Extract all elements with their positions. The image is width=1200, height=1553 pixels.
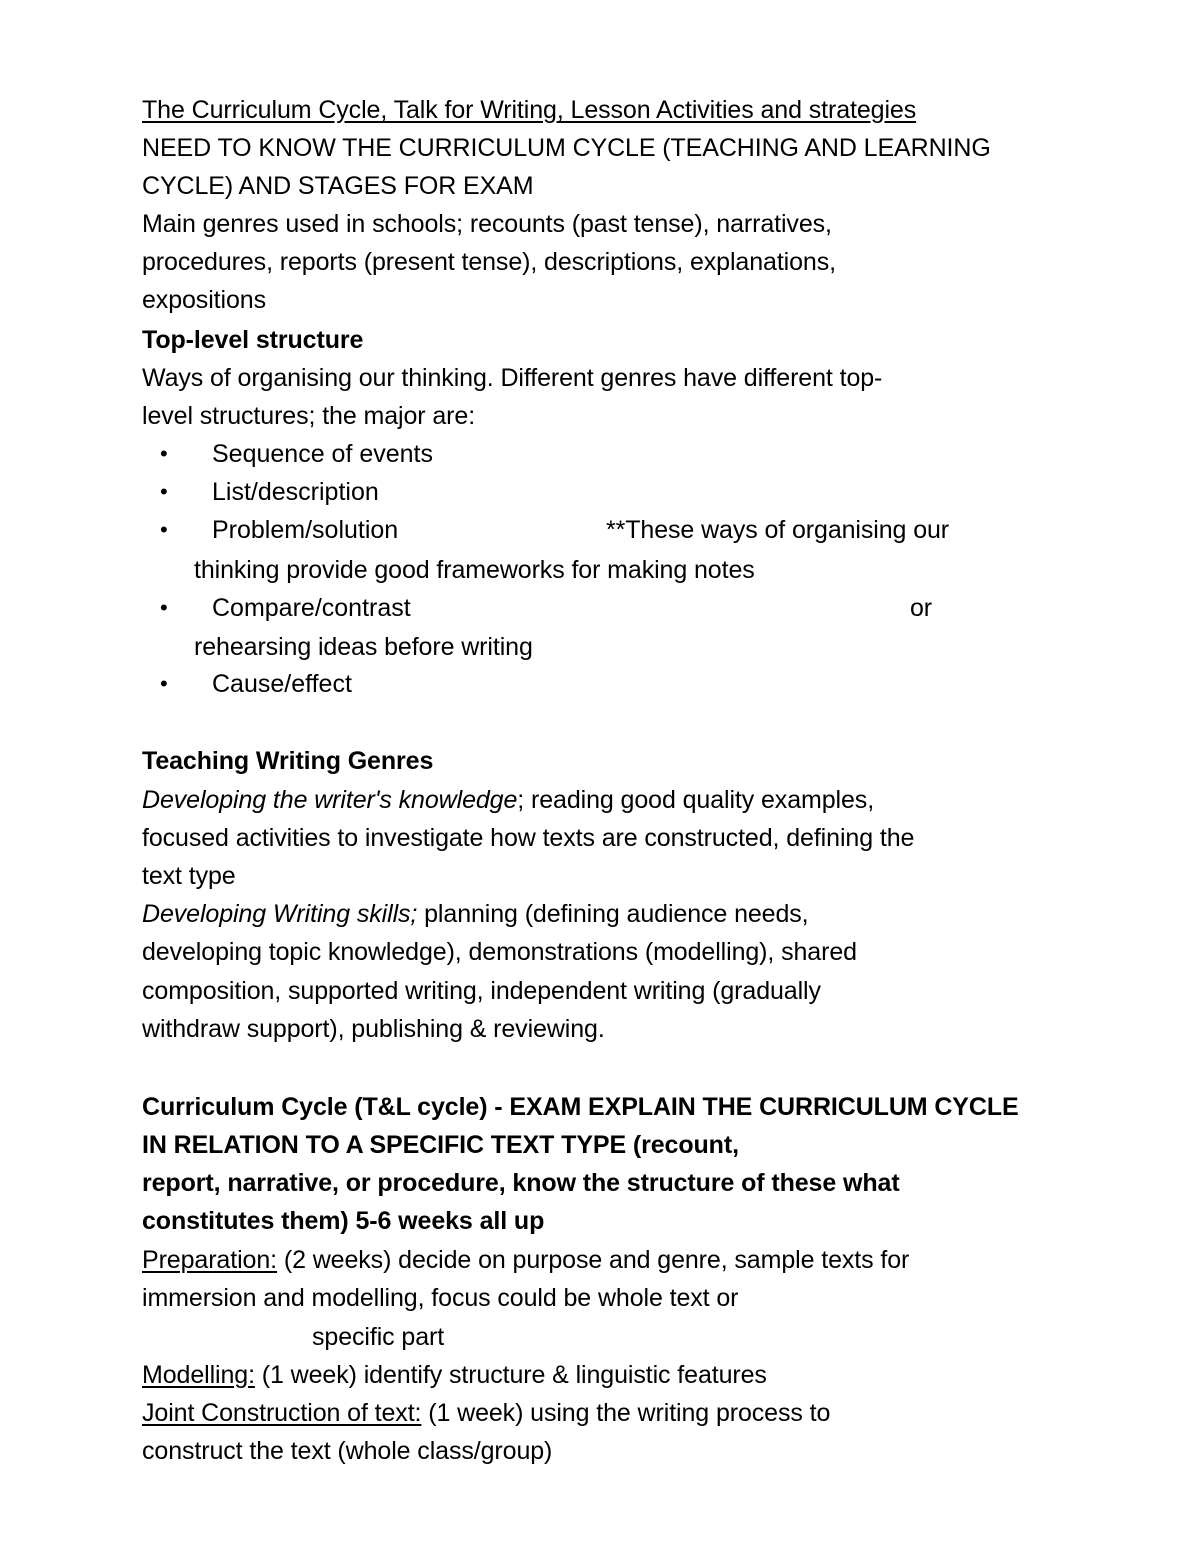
intro-line: Main genres used in schools; recounts (past tense), narratives,: [142, 210, 832, 238]
list-item: Sequence of events: [212, 440, 433, 468]
list-item: List/description: [212, 478, 379, 506]
list-item: Compare/contrast: [212, 594, 411, 622]
stage-label-preparation: Preparation:: [142, 1246, 277, 1274]
paragraph-line: [142, 781, 874, 819]
document-title: The Curriculum Cycle, Talk for Writing, Lesson Activities and strategies: [142, 96, 917, 124]
paragraph-line: developing topic knowledge), demonstrations (modelling), shared: [142, 938, 857, 966]
paragraph-line: Ways of organising our thinking. Different genres have different top-: [142, 364, 883, 392]
stage-text: (1 week) using the writing process to: [421, 1399, 831, 1427]
stage-text: (1 week) identify structure & linguistic features: [254, 1361, 767, 1389]
bullet-icon: •: [160, 441, 168, 466]
paragraph-line: [142, 895, 809, 933]
side-note: rehearsing ideas before writing: [194, 633, 533, 661]
paragraph-line: withdraw support), publishing & reviewing.: [142, 1015, 605, 1043]
section-heading-cycle: report, narrative, or procedure, know the structure of these what: [142, 1169, 900, 1197]
paragraph-line: text type: [142, 862, 236, 890]
paragraph-line: level structures; the major are:: [142, 402, 476, 430]
stage-line: construct the text (whole class/group): [142, 1437, 553, 1465]
bullet-icon: •: [160, 671, 168, 696]
stage-line: specific part: [312, 1323, 445, 1351]
stage-label-joint-construction: Joint Construction of text:: [142, 1399, 422, 1427]
paragraph-line: focused activities to investigate how texts are constructed, defining the: [142, 824, 915, 852]
paragraph-line: composition, supported writing, independent writing (gradually: [142, 977, 821, 1005]
stage-label-modelling: Modelling:: [142, 1361, 255, 1389]
intro-line: procedures, reports (present tense), descriptions, explanations,: [142, 248, 836, 276]
term-text: planning (defining audience needs,: [417, 900, 809, 928]
bullet-icon: •: [160, 517, 168, 542]
stage-line: [142, 1241, 909, 1279]
side-note: **These ways of organising our: [606, 516, 950, 544]
intro-line: expositions: [142, 286, 266, 314]
section-heading-cycle: Curriculum Cycle (T&L cycle) - EXAM EXPLAIN THE CURRICULUM CYCLE: [142, 1093, 1019, 1121]
stage-line: immersion and modelling, focus could be whole text or: [142, 1284, 739, 1312]
bullet-icon: •: [160, 479, 168, 504]
section-heading-cycle: IN RELATION TO A SPECIFIC TEXT TYPE (recount,: [142, 1131, 739, 1159]
term-label: Developing Writing skills;: [142, 900, 418, 928]
term-text: ; reading good quality examples,: [517, 786, 875, 814]
bullet-icon: •: [160, 595, 168, 620]
intro-line: CYCLE) AND STAGES FOR EXAM: [142, 172, 534, 200]
stage-line: [142, 1356, 767, 1394]
stage-text: (2 weeks) decide on purpose and genre, sample texts for: [277, 1246, 910, 1274]
section-heading-cycle: constitutes them) 5-6 weeks all up: [142, 1207, 545, 1235]
section-heading-top-level: Top-level structure: [142, 326, 364, 354]
side-note: or: [910, 594, 933, 622]
intro-line: NEED TO KNOW THE CURRICULUM CYCLE (TEACHING AND LEARNING: [142, 134, 991, 162]
term-label: Developing the writer's knowledge: [142, 786, 518, 814]
list-item: Cause/effect: [212, 670, 352, 698]
stage-line: [142, 1394, 830, 1432]
side-note: thinking provide good frameworks for making notes: [194, 556, 755, 584]
section-heading-teaching: Teaching Writing Genres: [142, 747, 434, 775]
list-item: Problem/solution: [212, 516, 399, 544]
